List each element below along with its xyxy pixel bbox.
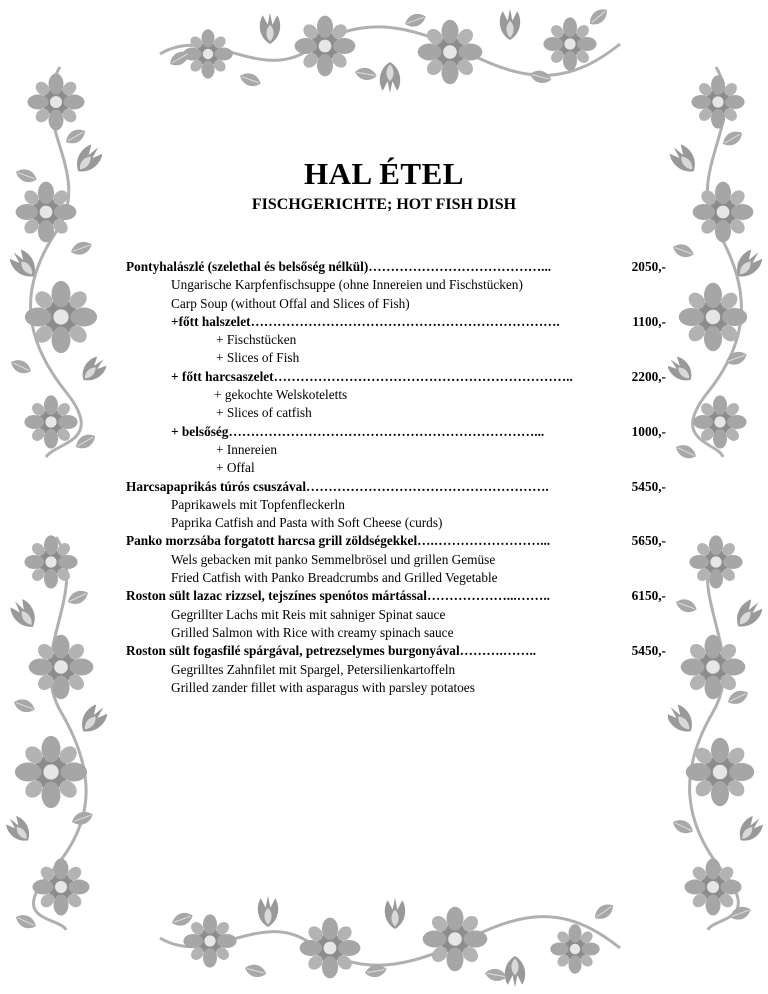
dot-leader: ….……………………... [417, 533, 551, 549]
dish-price: 5450,- [631, 643, 666, 659]
extra-description-en: + Offal [216, 460, 255, 476]
extra-item-title [126, 313, 666, 331]
floral-ornament-right-bottom [668, 532, 764, 932]
dish-description-en: Fried Catfish with Panko Breadcrumbs and Grilled Vegetable [171, 570, 498, 586]
floral-ornament-left-top [6, 62, 114, 460]
extra-description-de: + gekochte Welskoteletts [214, 387, 348, 403]
floral-ornament-top [150, 4, 630, 96]
floral-ornament-left-bottom [6, 532, 114, 932]
dot-leader: ……….…….. [459, 643, 537, 659]
extra-description-de: + Fischstücken [216, 332, 297, 348]
dish-name: Harcsapaprikás túrós csuszával [126, 478, 307, 494]
dot-leader: ……………………………………………………………. [250, 313, 560, 329]
extra-description-en: + Slices of catfish [216, 405, 312, 421]
page-title: HAL ÉTEL [304, 156, 464, 191]
extra-name: + belsőség [171, 423, 229, 439]
dish-name: Roston sült fogasfilé spárgával, petrezselymes burgonyával [126, 643, 460, 659]
dish-name: Pontyhalászlé (szelethal és belsőség nélkül) [126, 259, 369, 274]
extra-item-title [126, 368, 666, 386]
extra-price: 1000,- [631, 423, 666, 439]
dot-leader: ………………...…….. [427, 588, 550, 604]
dish-description-de: Ungarische Karpfenfischsuppe (ohne Innereien und Fischstücken) [171, 277, 523, 293]
extra-name: +főtt halszelet [171, 313, 251, 329]
dish-name: Panko morzsába forgatott harcsa grill zöldségekkel [126, 533, 418, 549]
dish-description-en: Grilled Salmon with Rice with creamy spinach sauce [171, 624, 454, 640]
menu-item-title [126, 587, 666, 605]
dish-price: 6150,- [631, 588, 666, 604]
extra-price: 1100,- [632, 313, 666, 329]
dish-price: 5450,- [631, 478, 666, 494]
dish-description-de: Wels gebacken mit panko Semmelbrösel und grillen Gemüse [171, 551, 496, 567]
extra-name: + főtt harcsaszelet [171, 368, 274, 384]
extra-price: 2200,- [631, 368, 666, 384]
dish-description-de: Gegrillter Lachs mit Reis mit sahniger Spinat sauce [171, 606, 446, 622]
extra-description-en: + Slices of Fish [216, 350, 300, 366]
menu-item-title [126, 478, 666, 496]
dish-description-en: Grilled zander fillet with asparagus with parsley potatoes [171, 679, 475, 695]
dish-description-en: Paprika Catfish and Pasta with Soft Cheese (curds) [171, 515, 443, 531]
dish-description-en: Carp Soup (without Offal and Slices of Fish) [171, 295, 410, 311]
page-subtitle: FISCHGERICHTE; HOT FISH DISH [251, 196, 517, 213]
extra-item-title [126, 423, 666, 441]
floral-ornament-right-top [668, 62, 764, 460]
dish-price: 5650,- [631, 533, 666, 549]
dot-leader: ………………………………………………………….. [273, 368, 573, 384]
dish-description-de: Gegrilltes Zahnfilet mit Spargel, Petersilienkartoffeln [171, 661, 456, 677]
dot-leader: ……………………………………………………………... [228, 423, 545, 439]
dish-price: 2050,- [631, 259, 666, 274]
dot-leader: …………………………………... [368, 259, 552, 274]
extra-description-de: + Innereien [216, 441, 278, 457]
dish-name: Roston sült lazac rizzsel, tejszínes spenótos mártással [126, 588, 427, 604]
menu-item-title [126, 532, 666, 550]
floral-ornament-bottom [150, 893, 630, 988]
menu-item-title [126, 258, 666, 276]
menu-list [126, 258, 666, 697]
dish-description-de: Paprikawels mit Topfenfleckerln [171, 496, 345, 512]
dot-leader: ………………………………………………. [306, 478, 549, 494]
menu-item-title [126, 642, 666, 660]
